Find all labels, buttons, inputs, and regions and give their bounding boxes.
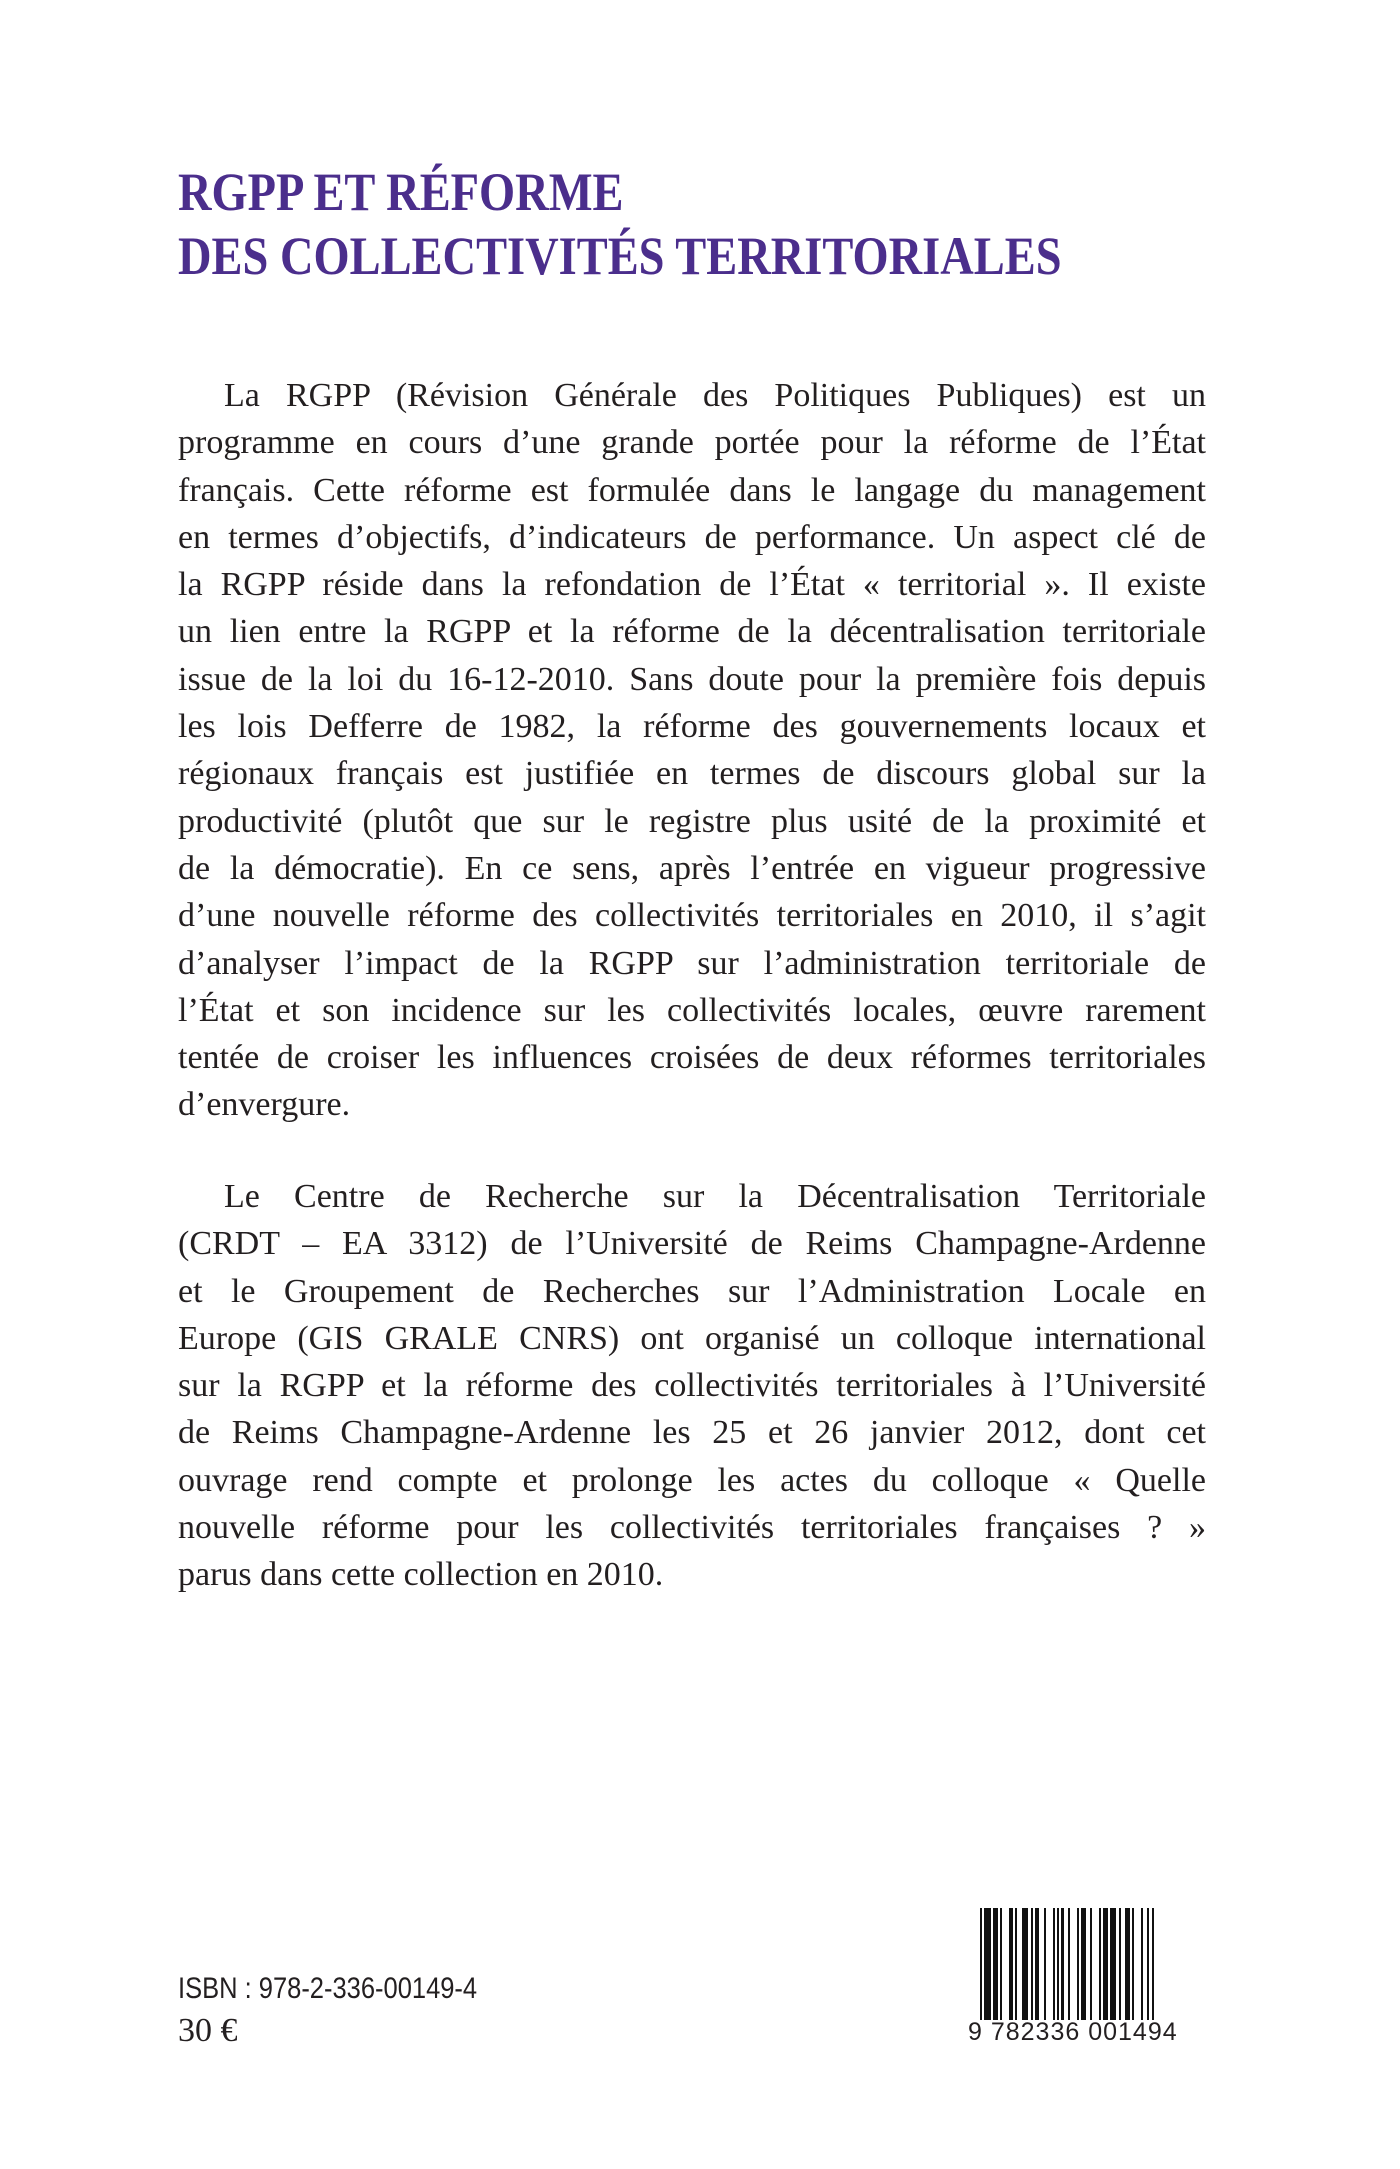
barcode-bar [1000,1908,1002,2020]
text-line: (CRDT – EA 3312) de l’Université de Reims Champagne-Ardenne [178,1225,1206,1263]
text-line: nouvelle réforme pour les collectivités territoriales françaises ? » [178,1509,1206,1547]
text-line: programme en cours d’une grande portée pour la réforme de l’État [178,424,1206,462]
barcode-digits: 9 782336 001494 [968,2018,1178,2046]
text-line: sur la RGPP et la réforme des collectivités territoriales à l’Université [178,1367,1206,1405]
text-line: d’envergure. [178,1086,351,1124]
text-line: issue de la loi du 16-12-2010. Sans doute pour la première fois depuis [178,660,1206,698]
barcode-bar [1099,1908,1101,2020]
barcode-bar [1057,1908,1059,2020]
text-line: ouvrage rend compte et prolonge les actes du colloque « Quelle [178,1461,1206,1499]
text-line: Le Centre de Recherche sur la Décentralisation Territoriale [224,1178,1206,1215]
barcode-bar [1152,1908,1154,2020]
barcode-bar [1022,1908,1029,2020]
text-line: l’État et son incidence sur les collectivités locales, œuvre rarement [178,991,1206,1029]
barcode-bar [1125,1908,1129,2020]
text-line: français. Cette réforme est formulée dans le langage du management [178,471,1206,509]
barcode-bar [993,1908,997,2020]
text-line: régionaux français est justifiée en termes de discours global sur la [178,755,1206,793]
text-line: en termes d’objectifs, d’indicateurs de performance. Un aspect clé de [178,518,1206,556]
title-line-2: DES COLLECTIVITÉS TERRITORIALES [178,226,1062,286]
text-line: tentée de croiser les influences croisées de deux réformes territoriales [178,1039,1206,1077]
barcode-bar [1132,1908,1134,2020]
price-text: 30 € [178,2012,238,2049]
text-line: de la démocratie). En ce sens, après l’entrée en vigueur progressive [178,849,1206,887]
barcode-bar [1077,1908,1079,2020]
barcode-bar [1035,1908,1039,2020]
text-line: d’une nouvelle réforme des collectivités territoriales en 2010, il s’agit [178,897,1206,935]
text-line: productivité (plutôt que sur le registre plus usité de la proximité et [178,802,1206,840]
barcode-bar [1081,1908,1085,2020]
barcode-bar [1119,1908,1121,2020]
book-title [178,160,1062,288]
text-line: d’analyser l’impact de la RGPP sur l’administration territoriale de [178,944,1206,982]
barcode-bar [1090,1908,1092,2020]
text-line: Europe (GIS GRALE CNRS) ont organisé un colloque international [178,1319,1206,1357]
barcode [968,1908,1208,2058]
barcode-bar [980,1908,982,2020]
barcode-bar [1031,1908,1033,2020]
text-line: les lois Defferre de 1982, la réforme des gouvernements locaux et [178,708,1206,746]
barcode-bar [1044,1908,1046,2020]
text-line: la RGPP réside dans la refondation de l’État « territorial ». Il existe [178,566,1206,604]
isbn-text: ISBN : 978-2-336-00149-4 [178,1972,478,2005]
text-line: et le Groupement de Recherches sur l’Administration Locale en [178,1272,1206,1310]
barcode-bar [1103,1908,1107,2020]
barcode-bar [1110,1908,1117,2020]
barcode-bar [1068,1908,1070,2020]
title-line-1: RGPP ET RÉFORME [178,162,624,222]
summary-paragraph-1 [178,372,1206,1129]
text-line: un lien entre la RGPP et la réforme de la décentralisation territoriale [178,613,1206,651]
barcode-bar [1009,1908,1013,2020]
barcode-bar [1061,1908,1063,2020]
barcode-bar [1015,1908,1017,2020]
barcode-bar [1053,1908,1055,2020]
barcode-bars [980,1908,1208,2020]
barcode-bar [1147,1908,1149,2020]
text-line: parus dans cette collection en 2010. [178,1556,664,1594]
text-line: de Reims Champagne-Ardenne les 25 et 26 janvier 2012, dont cet [178,1414,1206,1452]
text-line: La RGPP (Révision Générale des Politiques Publiques) est un [224,377,1206,414]
barcode-bar [1141,1908,1143,2020]
summary-paragraph-2 [178,1173,1206,1599]
barcode-bar [984,1908,991,2020]
